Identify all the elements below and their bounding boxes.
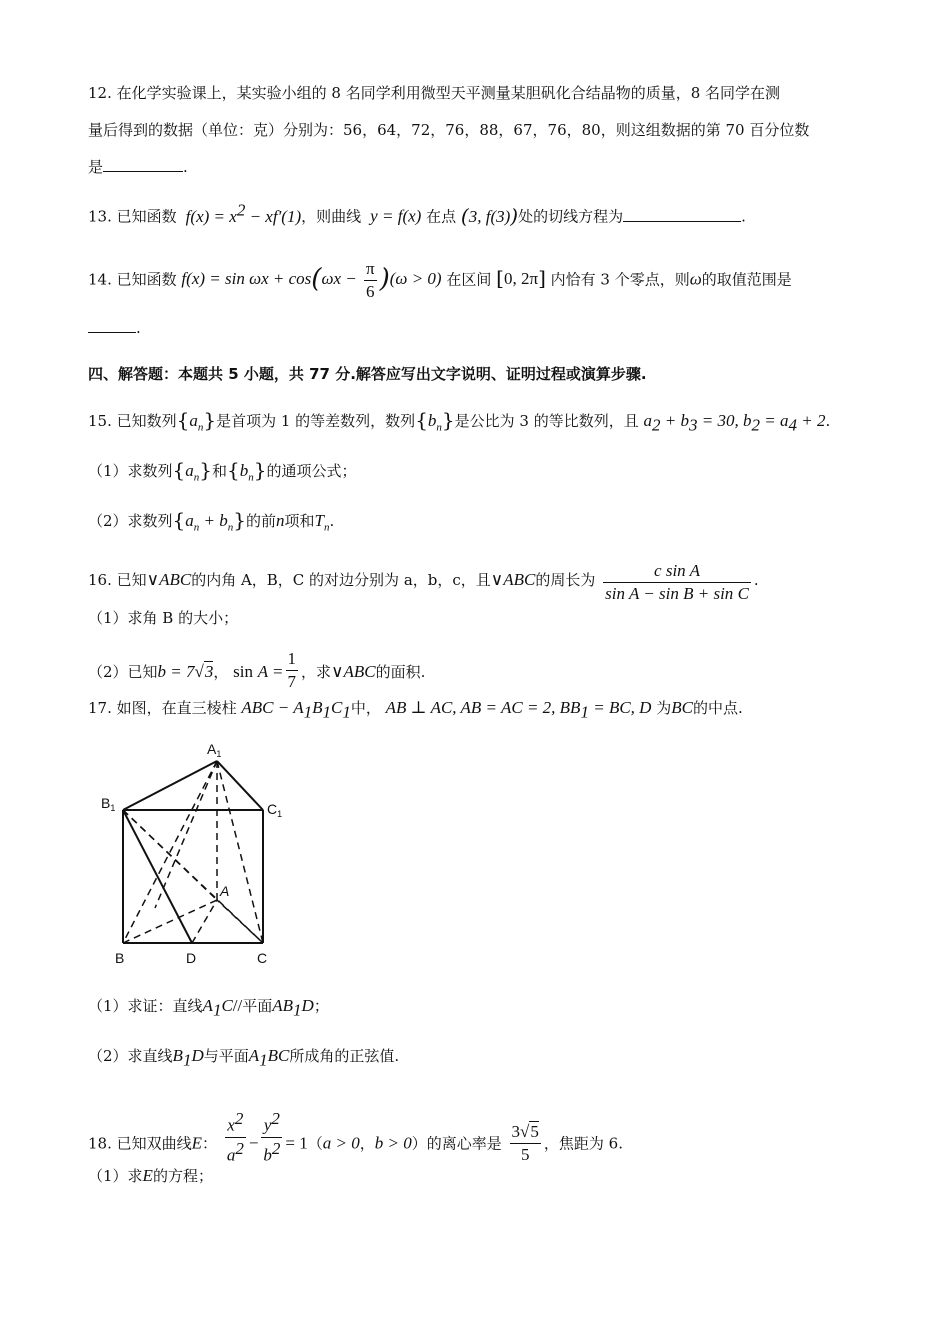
q17: 17. 如图，在直三棱柱 ABC − $A_1B_1C_1$中， AB ⊥ AC, AB = AC = 2, $BB_1$ = BC, D 为BC的中点. xyxy=(88,698,743,722)
q18: 18. 已知双曲线E： $\frac{x^2}{a^2}$ − $\frac{y^2}{b^2}$ = 1（a > 0，b > 0）的离心率是 $\frac{3√5}{5}$ ，焦距为 6. xyxy=(88,1109,623,1165)
q15-part1: （1）求数列$\{a_n\}$和$\{b_n\}$的通项公式； xyxy=(88,458,357,484)
label-C1: $C_1$ xyxy=(267,801,283,819)
answer-blank[interactable] xyxy=(88,318,136,333)
q13-point: (3, f(3)) xyxy=(460,203,519,228)
q16-part1: （1）求角 B 的大小； xyxy=(88,609,239,627)
q12-line3: 是 . xyxy=(88,158,188,176)
edge-A1-inner xyxy=(155,761,217,908)
label-A: A xyxy=(220,883,230,899)
q12-line2: 量后得到的数据（单位：克）分别为：56，64，72，76，88，67，76，80，则这组数据的第 70 百分位数 xyxy=(88,121,810,139)
q14-function: f(x) = sin ωx + cos(ωx − $\frac{\pi}{6}$ )(ω > 0) xyxy=(181,259,442,301)
q15-part2: （2）求数列$\{a_n + b_n\}$的前n项和$T_n$. xyxy=(88,508,335,534)
edge-A1B1 xyxy=(123,761,217,810)
q14-interval: [0, 2π] xyxy=(496,266,546,291)
edge-A1C xyxy=(217,761,263,943)
answer-blank[interactable] xyxy=(103,157,183,172)
label-B: B xyxy=(115,950,125,966)
edge-AB xyxy=(123,900,217,943)
q16: 16. 已知∨ABC的内角 A，B，C 的对边分别为 a，b，c，且∨ABC的周长为 $\frac{\text{c sin A}}{\text{sin A − sin B + sin C}}$ . xyxy=(88,561,759,603)
label-B1: $B_1$ xyxy=(101,795,116,813)
q17-part2: （2）求直线$B_1D$与平面$A_1BC$所成角的正弦值. xyxy=(88,1046,400,1070)
q13-curve: y = f(x) xyxy=(365,206,422,226)
label-C: C xyxy=(257,950,268,966)
section-4-title: 四、解答题：本题共 5 小题，共 77 分.解答应写出文字说明、证明过程或演算步骤. xyxy=(88,365,647,383)
q15: 15. 已知数列$\{a_n\}$是首项为 1 的等差数列，数列$\{b_n\}$是公比为 3 的等比数列，且 $a_2 + b_3 = 30$, $b_2 = a_4 + 2$. xyxy=(88,408,831,435)
edge-A1B xyxy=(123,761,217,943)
label-D: D xyxy=(186,950,197,966)
q16-part2: （2）已知b = 7√3， sin A = $\frac{1}{7}$ ，求∨ABC的面积. xyxy=(88,649,426,691)
label-A1: $A_1$ xyxy=(207,741,222,759)
q13: 13. 已知函数 $f(x) = x^2 - xf'(1)$，则曲线 y = f(x) 在点 (3, f(3))处的切线方程为 . xyxy=(88,200,746,228)
q13-function: $f(x) = x^2 - xf'(1)$ xyxy=(181,200,302,226)
q17-part1: （1）求证：直线$A_1C//$平面$AB_1D$； xyxy=(88,996,329,1020)
q14: 14. 已知函数 f(x) = sin ωx + cos(ωx − $\frac{\pi}{6}$ )(ω > 0) 在区间 [0, 2π] 内恰有 3 个零点，则ω的取值范围是 xyxy=(88,259,792,301)
q14-answer-line: . xyxy=(88,318,141,338)
q16-perimeter-fraction: $\frac{\text{c sin A}}{\text{sin A − sin B + sin C}}$ xyxy=(605,561,749,603)
prism-figure xyxy=(95,738,295,973)
q18-part1: （1）求E的方程； xyxy=(88,1166,213,1185)
answer-blank[interactable] xyxy=(623,207,741,222)
q12-line1: 12. 在化学实验课上，某实验小组的 8 名同学利用微型天平测量某胆矾化合结晶物的质量，8 名同学在测 xyxy=(88,84,781,102)
